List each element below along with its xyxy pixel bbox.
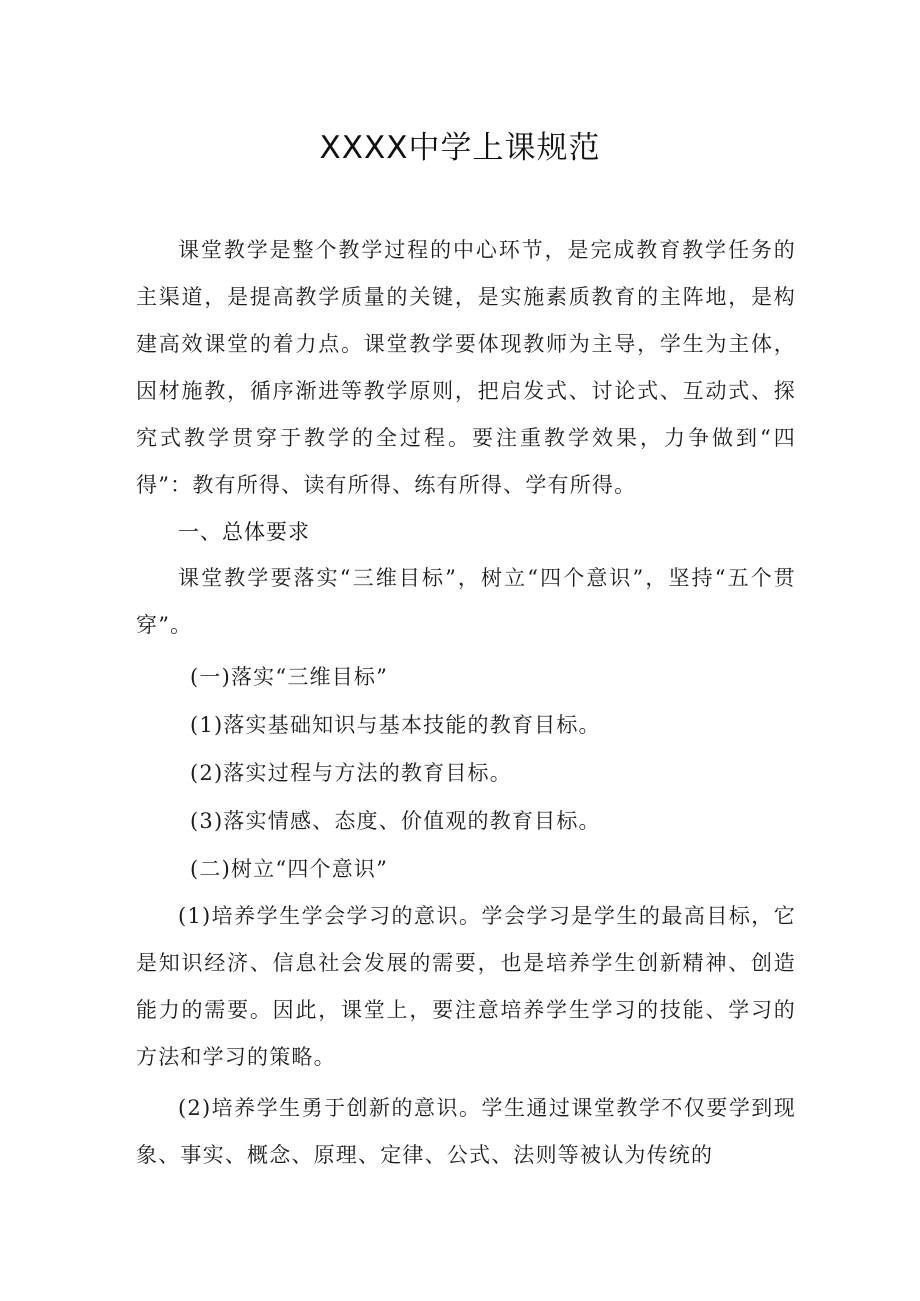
list-item: (1)落实基础知识与基本技能的教育目标。 xyxy=(190,713,601,737)
intro-paragraph: 课堂教学是整个教学过程的中心环节，是完成教育教学任务的主渠道，是提高教学质量的关键，是实施素质教育的主阵地，是构建高效课堂的着力点。课堂教学要体现教师为主导，学生为主体，因材施教，循序渐进等教学原则，把启发式、讨论式、互动式、探究式教学贯穿于教学的全过程。要注重教学效果，力争做到“四得”：教有所得、读有所得、练有所得、学有所得。 xyxy=(136,238,796,497)
subsection-heading-three-goals: (一)落实“三维目标” xyxy=(190,665,389,689)
subsection-heading-four-awareness: (二)树立“四个意识” xyxy=(190,857,389,881)
list-paragraph: (2)培养学生勇于创新的意识。学生通过课堂教学不仅要学到现象、事实、概念、原理、定律、公式、法则等被认为传统的 xyxy=(136,1096,796,1167)
list-paragraph: (1)培养学生学会学习的意识。学会学习是学生的最高目标，它是知识经济、信息社会发展的需要，也是培养学生创新精神、创造能力的需要。因此，课堂上，要注意培养学生学习的技能、学习的方法和学习的策略。 xyxy=(136,904,796,1069)
section-paragraph: 课堂教学要落实“三维目标”，树立“四个意识”，坚持“五个贯穿”。 xyxy=(136,566,796,637)
document-title: XXXX中学上课规范 xyxy=(319,130,601,166)
section-heading-general-requirements: 一、总体要求 xyxy=(178,520,310,544)
list-item: (2)落实过程与方法的教育目标。 xyxy=(190,761,512,785)
list-item: (3)落实情感、态度、价值观的教育目标。 xyxy=(190,809,601,833)
document-body xyxy=(136,227,796,1179)
